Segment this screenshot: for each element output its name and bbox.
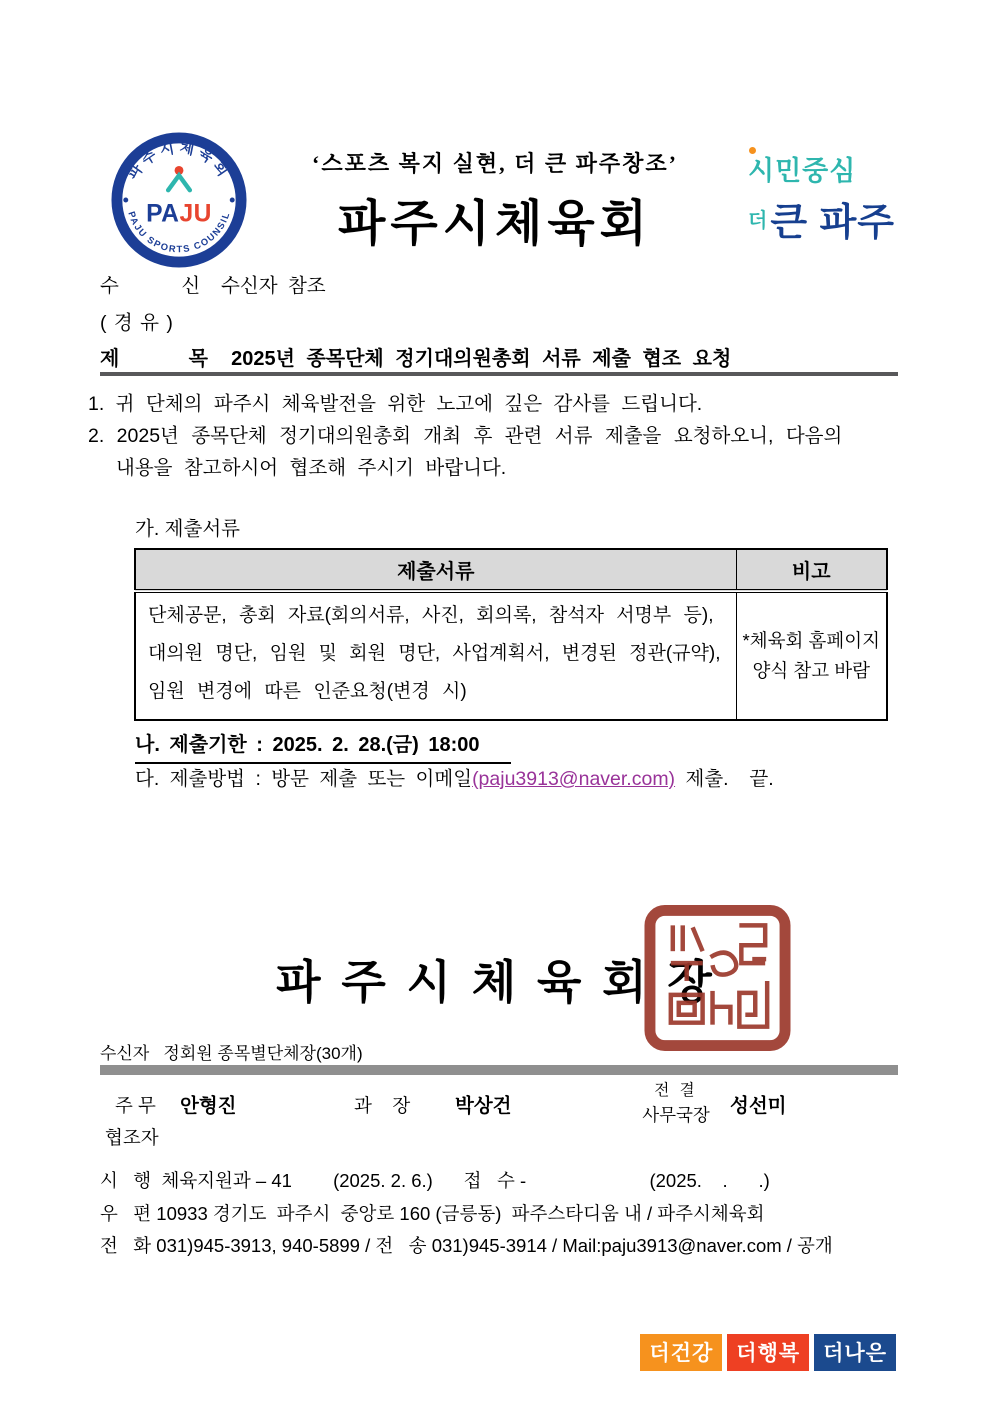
- brand-small-text: 더: [748, 210, 768, 232]
- section-b-deadline: [135, 728, 511, 764]
- body-paragraph-1: 1. 귀 단체의 파주시 체육발전을 위한 노고에 깊은 감사를 드립니다.: [88, 393, 703, 415]
- footer-phone-line: 전 화 031)945-3913, 940-5899 / 전 송 031)945-3914 / Mail:paju3913@naver.com / 공개: [100, 1235, 833, 1256]
- paju-city-brand-logo: [748, 149, 918, 246]
- cooperator-label: 협조자: [105, 1127, 159, 1148]
- note-line-1: *체육회 홈페이지: [742, 630, 880, 651]
- via-line: ( 경 유 ): [100, 312, 174, 334]
- section-c-method: [135, 763, 774, 791]
- officials-divider-bar: [100, 1065, 898, 1075]
- logo-pa-text: PA: [146, 200, 180, 228]
- organization-title: 파주시체육회: [337, 197, 652, 251]
- approval-box: [631, 1078, 721, 1127]
- brand-big-text: 큰 파주: [770, 202, 896, 244]
- banner-block-health: 더건강: [640, 1334, 722, 1371]
- staff-label: 주 무: [115, 1095, 156, 1116]
- submission-documents-table: [134, 548, 888, 721]
- officials-strip: [0, 1078, 992, 1130]
- logo-dot-left: [123, 198, 128, 203]
- subject-line: 제 목 2025년 종목단체 정기대의원총회 서류 제출 협조 요청: [100, 348, 732, 370]
- banner-block-better: 더나은: [814, 1334, 896, 1371]
- svg-text:PAJU: [146, 201, 212, 228]
- signature-title: 파 주 시 체 육 회 장: [276, 956, 716, 1008]
- staff-name: 안형진: [180, 1095, 237, 1117]
- email-link[interactable]: (paju3913@naver.com): [472, 768, 676, 790]
- manager-name: 박상건: [455, 1095, 512, 1117]
- brand-accent-dot-icon: [749, 147, 756, 154]
- note-line-2: 양식 참고 바람: [752, 660, 870, 681]
- logo-ju-text: JU: [179, 200, 212, 228]
- logo-ring-text-top: 파주시체육회: [125, 140, 233, 183]
- method-suffix-text: 제출. 끝.: [675, 768, 774, 790]
- approval-label: 전 결: [654, 1082, 698, 1099]
- footer-slogan-banner: [640, 1334, 896, 1371]
- recipient-line: 수 신 수신자 참조: [100, 275, 326, 297]
- brand-logo-line2: [748, 191, 918, 246]
- paju-sports-council-logo-icon: [110, 131, 248, 269]
- table-header-row: [135, 549, 887, 591]
- section-a-heading: 가. 제출서류: [135, 518, 241, 540]
- director-name: 성선미: [730, 1095, 787, 1117]
- documents-line-1: 단체공문, 총회 자료(회의서류, 사진, 회의록, 참석자 서명부 등),: [148, 605, 714, 626]
- deadline-underlined-text: 나. 제출기한 : 2025. 2. 28.(금) 18:00: [135, 728, 511, 764]
- documents-line-3: 임원 변경에 따른 인준요청(변경 시): [148, 681, 467, 702]
- logo-dot-right: [230, 198, 235, 203]
- body-paragraph-2-line2: 내용을 참고하시어 협조해 주시기 바랍니다.: [116, 457, 507, 479]
- subject-divider-rule: [100, 372, 898, 376]
- footer-sent-line: 시 행 체육지원과 – 41 (2025. 2. 6.) 접 수 - (2025. . .): [100, 1170, 770, 1191]
- banner-block-happiness: 더행복: [727, 1334, 809, 1371]
- manager-label: 과 장: [354, 1095, 411, 1116]
- logo-ring-text-bottom: PAJU SPORTS COUNSIL: [126, 210, 232, 255]
- brand-logo-line1: [748, 149, 918, 188]
- column-header-documents: 제출서류: [135, 549, 736, 591]
- director-title-label: 사무국장: [642, 1105, 710, 1125]
- documents-line-2: 대의원 명단, 임원 및 회원 명단, 사업계획서, 변경된 정관(규약),: [148, 643, 721, 664]
- official-seal-stamp-icon: [643, 903, 792, 1053]
- brand-top-text: 시민중심: [748, 156, 857, 186]
- receiver-list-line: 수신자 정회원 종목별단체장(30개): [100, 1044, 363, 1063]
- table-row: [135, 591, 887, 720]
- method-prefix-text: 다. 제출방법 : 방문 제출 또는 이메일: [135, 768, 473, 790]
- footer-address-line: 우 편 10933 경기도 파주시 중앙로 160 (금릉동) 파주스타디움 내 / 파주시체육회: [100, 1203, 765, 1224]
- documents-cell: [135, 591, 736, 720]
- column-header-note: 비고: [736, 549, 887, 591]
- body-paragraph-2-line1: 2. 2025년 종목단체 정기대의원총회 개최 후 관련 서류 제출을 요청하오니, 다음의: [88, 425, 843, 447]
- header-slogan: ‘스포츠 복지 실현, 더 큰 파주창조’: [312, 151, 678, 176]
- note-cell: [736, 591, 887, 720]
